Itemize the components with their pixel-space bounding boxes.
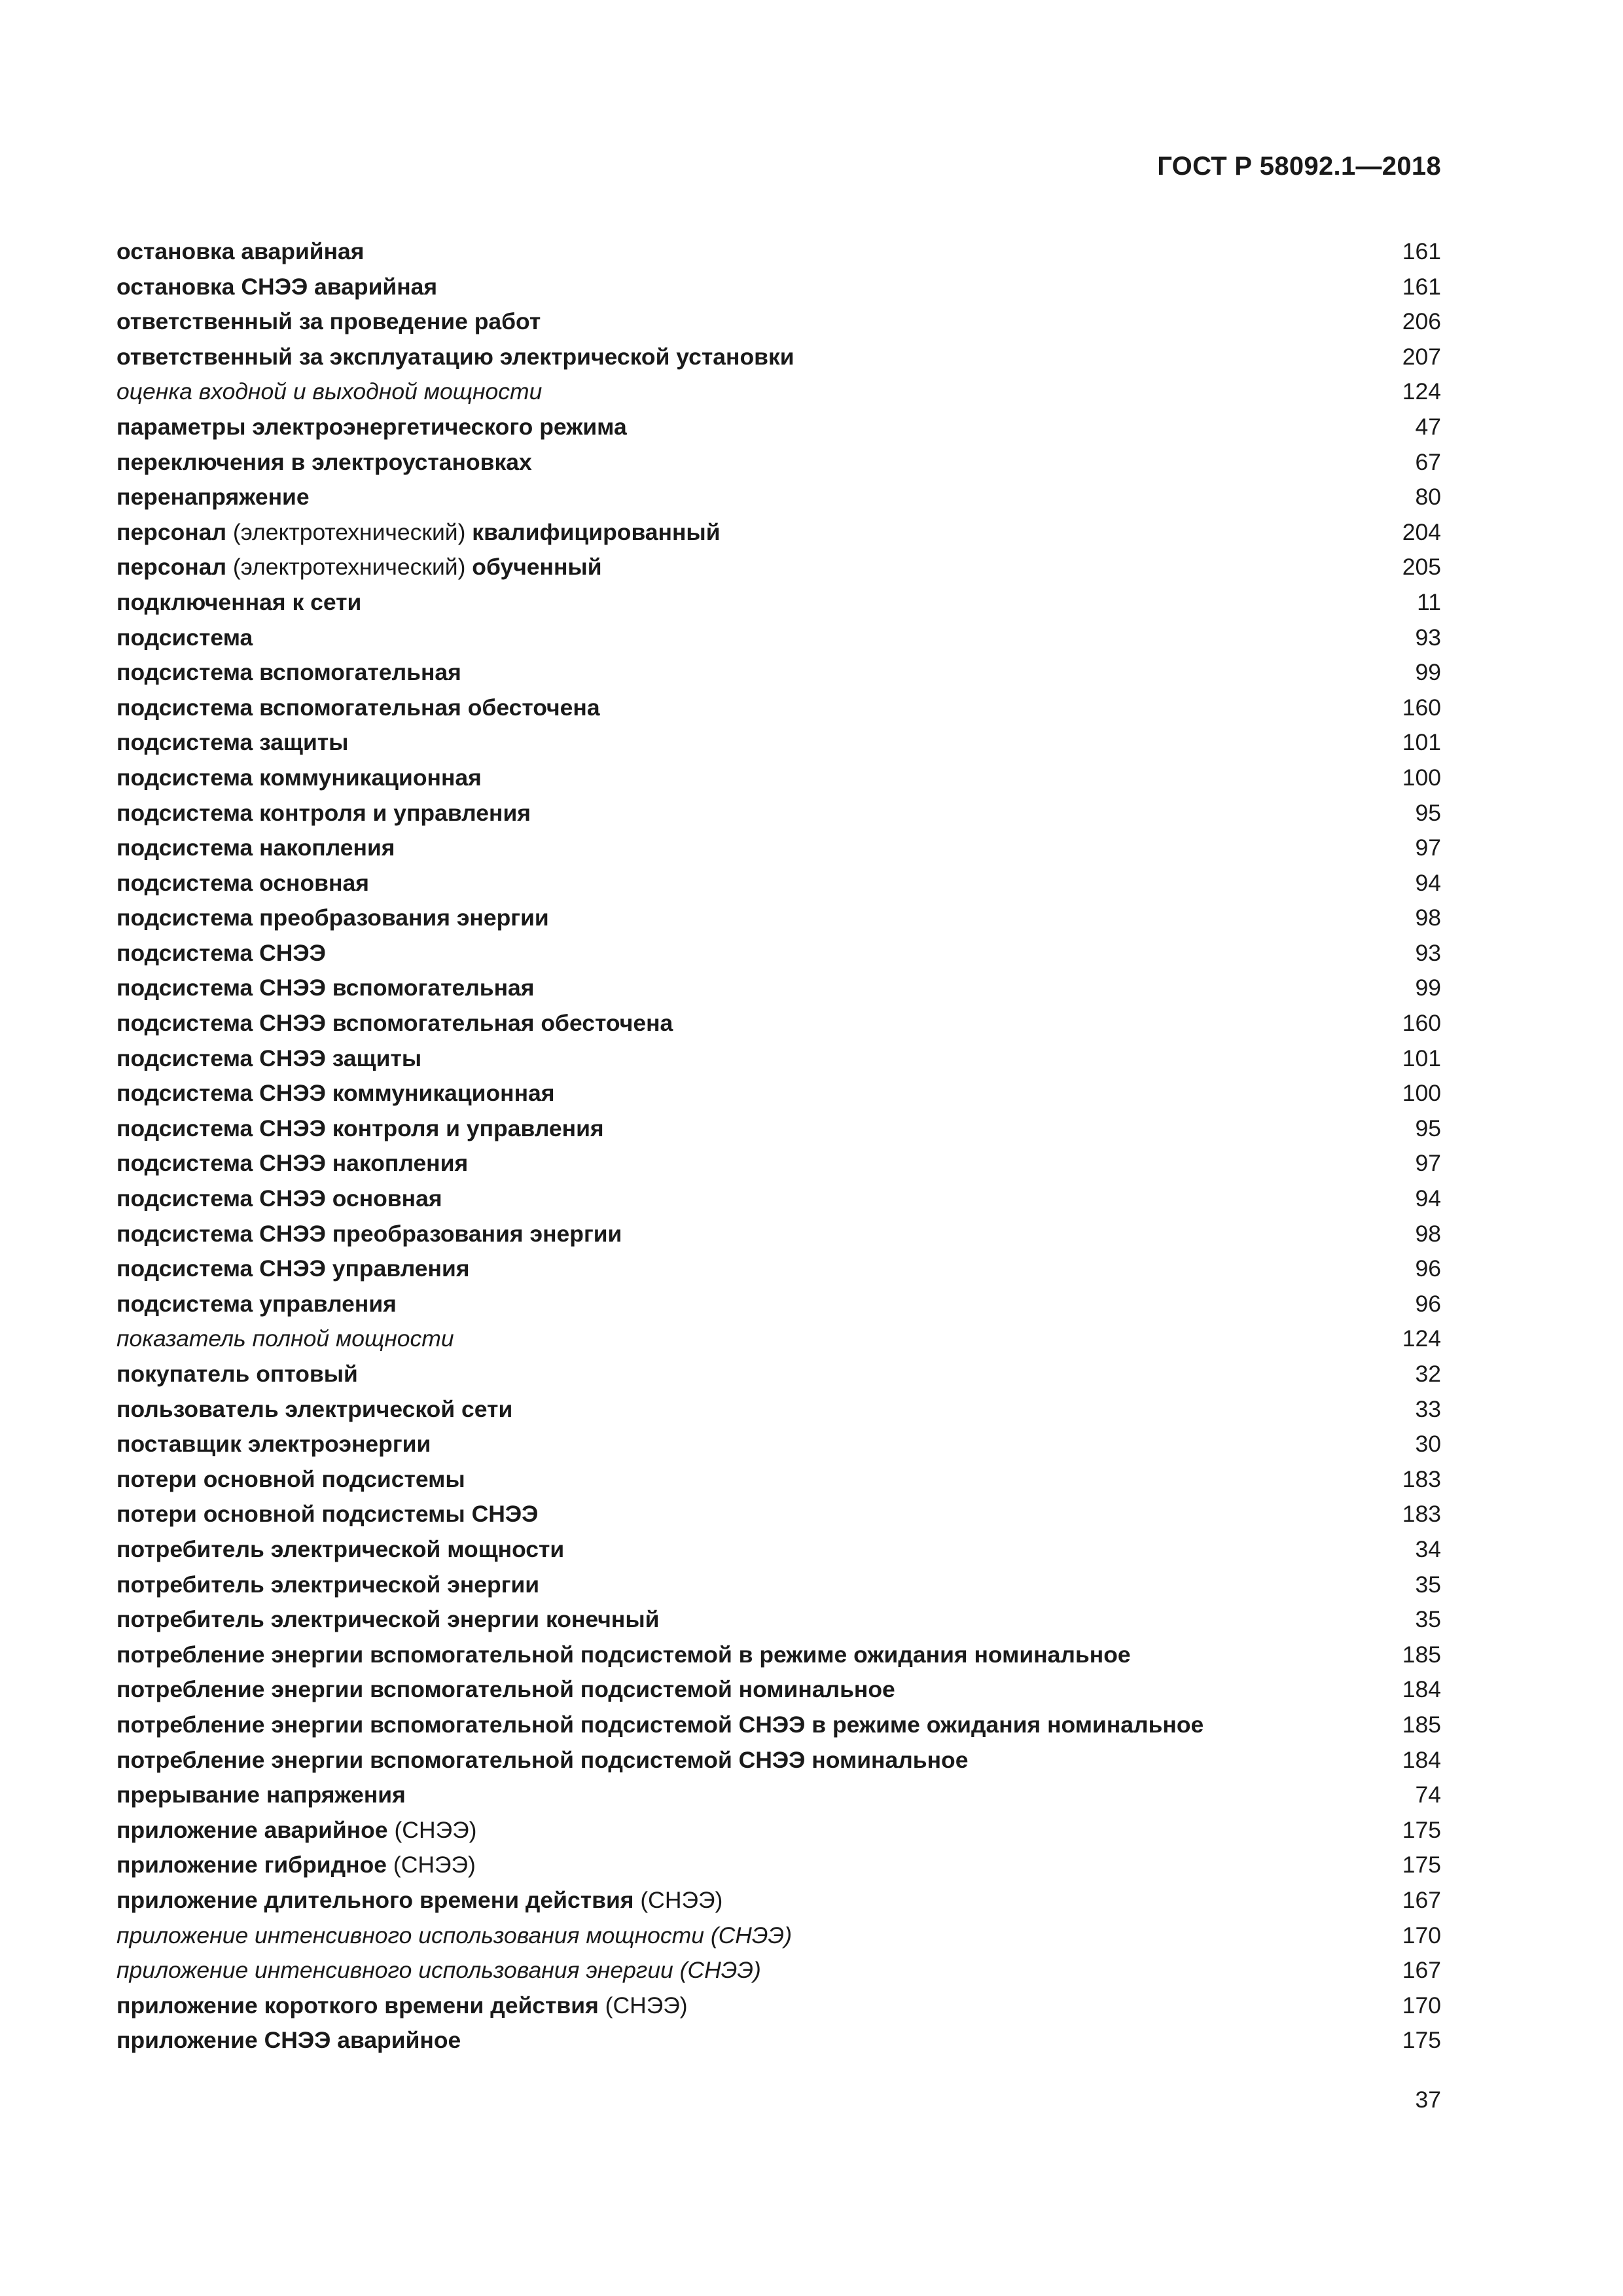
term-text: ответственный за проведение работ [116,308,541,335]
index-entry [116,1041,1441,1077]
term-text: подсистема коммуникационная [116,764,482,791]
index-entry [116,1427,1441,1462]
index-page-ref: 96 [1415,1290,1441,1317]
index-entry [116,1743,1441,1778]
index-term [116,1217,622,1252]
index-page-ref: 167 [1402,1957,1441,1984]
index-page-ref: 30 [1415,1431,1441,1458]
index-term [116,1041,421,1077]
term-text: подсистема накопления [116,834,395,861]
index-entry [116,1497,1441,1532]
term-text: подсистема СНЭЭ коммуникационная [116,1080,555,1107]
index-entry [116,1357,1441,1392]
term-text: подсистема СНЭЭ вспомогательная обесточена [116,1010,673,1037]
index-page-ref: 97 [1415,1150,1441,1177]
index-page-ref: 99 [1415,975,1441,1001]
page-number: 37 [1415,2087,1441,2113]
term-text: потребление энергии вспомогательной подсистемой СНЭЭ в режиме ожидания номинальное [116,1711,1204,1738]
index-term [116,1532,564,1568]
term-text: приложение короткого времени действия [116,1992,605,2018]
index-entry [116,1532,1441,1568]
term-qualifier: (СНЭЭ) [394,1816,477,1843]
index-page-ref: 99 [1415,659,1441,686]
term-text: покупатель оптовый [116,1361,358,1387]
index-term [116,1146,468,1181]
index-entry [116,480,1441,515]
index-entry [116,515,1441,550]
term-text: подсистема вспомогательная обесточена [116,694,600,721]
index-term [116,1462,465,1498]
term-qualifier: (СНЭЭ) [393,1852,476,1878]
term-text: потребление энергии вспомогательной подсистемой в режиме ожидания номинальное [116,1641,1131,1668]
term-text: потребление энергии вспомогательной подсистемой СНЭЭ номинальное [116,1746,969,1773]
index-term [116,971,535,1006]
term-text: подсистема СНЭЭ управления [116,1255,470,1282]
term-qualifier: (СНЭЭ) [605,1992,688,2018]
index-entry [116,1988,1441,2024]
term-text: прерывание напряжения [116,1782,406,1808]
index-page-ref: 184 [1402,1746,1441,1773]
index-entry [116,1848,1441,1883]
term-qualifier: приложение интенсивного использования энергии (СНЭЭ) [116,1957,761,1984]
index-term [116,1672,895,1708]
index-term [116,1848,476,1883]
index-term [116,691,600,726]
term-text: потребитель электрической мощности [116,1535,565,1562]
index-page-ref: 98 [1415,905,1441,931]
index-term [116,270,437,305]
index-page-ref: 94 [1415,1185,1441,1212]
term-text: потребитель электрической энергии конечный [116,1606,660,1633]
index-page-ref: 205 [1402,554,1441,581]
index-entry [116,1462,1441,1498]
term-qualifier: (электротехнический) [232,518,466,545]
index-entry [116,971,1441,1006]
index-entry [116,1672,1441,1708]
term-text: ответственный за эксплуатацию электрической установки [116,343,794,370]
index-page-ref: 96 [1415,1255,1441,1282]
index-term [116,234,365,270]
term-text: параметры электроэнергетического режима [116,413,627,440]
index-entry [116,866,1441,901]
index-term [116,1181,442,1217]
term-text: пользователь электрической сети [116,1395,513,1422]
term-text: подсистема вспомогательная [116,659,461,686]
term-text: приложение длительного времени действия [116,1886,641,1913]
term-text: подсистема преобразования энергии [116,905,549,931]
index-page-ref: 97 [1415,834,1441,861]
index-entry [116,761,1441,796]
term-text: потери основной подсистемы СНЭЭ [116,1501,539,1528]
index-entry [116,1287,1441,1322]
term-text: подсистема СНЭЭ основная [116,1185,442,1212]
term-text: остановка аварийная [116,238,365,264]
term-qualifier: оценка входной и выходной мощности [116,378,543,405]
index-entry [116,725,1441,761]
index-page-ref: 35 [1415,1606,1441,1633]
index-term [116,1321,454,1357]
index-entry [116,1321,1441,1357]
index-term [116,725,349,761]
index-term [116,1778,406,1813]
index-term [116,620,253,656]
index-page-ref: 35 [1415,1571,1441,1598]
index-entry [116,1602,1441,1638]
index-entry [116,1146,1441,1181]
index-page-ref: 47 [1415,413,1441,440]
term-text: подключенная к сети [116,588,362,615]
index-page-ref: 101 [1402,729,1441,756]
index-page-ref: 94 [1415,869,1441,896]
term-text: подсистема СНЭЭ контроля и управления [116,1115,604,1141]
term-text: подсистема СНЭЭ вспомогательная [116,975,535,1001]
index-page-ref: 160 [1402,694,1441,721]
index-term [116,1427,431,1462]
index-term [116,1883,722,1918]
index-entry [116,1953,1441,1988]
term-text: остановка СНЭЭ аварийная [116,273,438,300]
index-entry [116,1778,1441,1813]
alphabetical-index [116,234,1441,2058]
term-text: подсистема СНЭЭ защиты [116,1045,422,1071]
index-term [116,1638,1131,1673]
index-entry [116,585,1441,620]
term-text: приложение гибридное [116,1852,393,1878]
index-entry [116,620,1441,656]
term-qualifier: (электротехнический) [232,554,466,581]
index-page-ref: 80 [1415,484,1441,511]
document-code: ГОСТ Р 58092.1—2018 [1157,152,1441,181]
index-page-ref: 175 [1402,1852,1441,1878]
term-text: поставщик электроэнергии [116,1431,431,1458]
term-text: потребление энергии вспомогательной подсистемой номинальное [116,1676,895,1703]
index-page-ref: 206 [1402,308,1441,335]
index-page-ref: 184 [1402,1676,1441,1703]
index-page-ref: 101 [1402,1045,1441,1071]
index-entry [116,901,1441,936]
index-entry [116,1251,1441,1287]
index-page-ref: 93 [1415,624,1441,651]
index-entry [116,1076,1441,1111]
index-page-ref: 161 [1402,273,1441,300]
index-term [116,1111,604,1147]
term-text: подсистема управления [116,1290,397,1317]
index-page-ref: 183 [1402,1465,1441,1492]
index-entry [116,234,1441,270]
index-term [116,936,326,971]
index-term [116,2023,461,2058]
term-qualifier: (СНЭЭ) [640,1886,723,1913]
index-page-ref: 175 [1402,2027,1441,2054]
index-term [116,1953,761,1988]
index-page-ref: 185 [1402,1711,1441,1738]
index-entry [116,1918,1441,1954]
index-page-ref: 170 [1402,1922,1441,1948]
index-page-ref: 74 [1415,1782,1441,1808]
index-entry [116,1392,1441,1427]
index-entry [116,550,1441,585]
index-entry [116,1111,1441,1147]
index-page-ref: 11 [1417,588,1441,615]
index-entry [116,1708,1441,1743]
index-term [116,550,602,585]
index-term [116,1287,397,1322]
term-text: подсистема СНЭЭ [116,939,326,966]
index-term [116,445,532,480]
index-entry [116,655,1441,691]
index-page-ref: 98 [1415,1220,1441,1247]
index-page-ref: 95 [1415,799,1441,826]
index-entry [116,2023,1441,2058]
index-page-ref: 33 [1415,1395,1441,1422]
index-term [116,1743,968,1778]
index-term [116,374,542,410]
index-page-ref: 34 [1415,1535,1441,1562]
index-page-ref: 100 [1402,764,1441,791]
term-text: квалифицированный [465,518,721,545]
index-term [116,1076,555,1111]
index-page-ref: 95 [1415,1115,1441,1141]
index-entry [116,1638,1441,1673]
index-term [116,831,395,866]
term-text: подсистема СНЭЭ накопления [116,1150,469,1177]
term-text: потребитель электрической энергии [116,1571,540,1598]
index-page-ref: 183 [1402,1501,1441,1528]
index-term [116,585,361,620]
index-entry [116,936,1441,971]
term-text: перенапряжение [116,484,310,511]
index-entry [116,691,1441,726]
index-entry [116,1006,1441,1041]
index-entry [116,374,1441,410]
index-term [116,1708,1204,1743]
term-text: обученный [465,554,602,581]
index-entry [116,270,1441,305]
index-term [116,1568,539,1603]
index-term [116,1988,688,2024]
term-text: подсистема контроля и управления [116,799,531,826]
index-page-ref: 167 [1402,1886,1441,1913]
index-page-ref: 170 [1402,1992,1441,2018]
index-term [116,1918,792,1954]
index-term [116,655,461,691]
index-term [116,480,310,515]
index-term [116,1602,659,1638]
index-entry [116,1813,1441,1848]
index-page-ref: 93 [1415,939,1441,966]
index-page-ref: 124 [1402,1325,1441,1352]
index-term [116,1497,538,1532]
index-page-ref: 160 [1402,1010,1441,1037]
index-term [116,1357,358,1392]
index-page-ref: 185 [1402,1641,1441,1668]
index-term [116,1251,470,1287]
index-term [116,1006,673,1041]
index-page-ref: 67 [1415,448,1441,475]
index-page-ref: 161 [1402,238,1441,264]
index-term [116,304,541,340]
index-page-ref: 204 [1402,518,1441,545]
index-page-ref: 32 [1415,1361,1441,1387]
index-entry [116,796,1441,831]
index-entry [116,410,1441,445]
term-text: переключения в электроустановках [116,448,532,475]
index-term [116,761,482,796]
index-page-ref: 100 [1402,1080,1441,1107]
index-entry [116,831,1441,866]
term-qualifier: приложение интенсивного использования мощности (СНЭЭ) [116,1922,793,1948]
index-term [116,410,627,445]
term-text: приложение СНЭЭ аварийное [116,2027,461,2054]
index-entry [116,304,1441,340]
index-page-ref: 175 [1402,1816,1441,1843]
term-text: приложение аварийное [116,1816,395,1843]
index-term [116,515,721,550]
index-entry [116,445,1441,480]
term-text: персонал [116,554,233,581]
term-text: подсистема основная [116,869,369,896]
term-text: потери основной подсистемы [116,1465,465,1492]
index-term [116,796,531,831]
term-text: подсистема [116,624,253,651]
index-entry [116,1217,1441,1252]
index-page-ref: 207 [1402,343,1441,370]
index-term [116,1813,476,1848]
index-term [116,901,549,936]
index-entry [116,1568,1441,1603]
index-term [116,340,794,375]
index-term [116,866,369,901]
index-entry [116,1883,1441,1918]
term-text: подсистема СНЭЭ преобразования энергии [116,1220,622,1247]
term-text: персонал [116,518,233,545]
index-entry [116,1181,1441,1217]
term-qualifier: показатель полной мощности [116,1325,454,1352]
index-term [116,1392,512,1427]
index-entry [116,340,1441,375]
index-page-ref: 124 [1402,378,1441,405]
term-text: подсистема защиты [116,729,349,756]
